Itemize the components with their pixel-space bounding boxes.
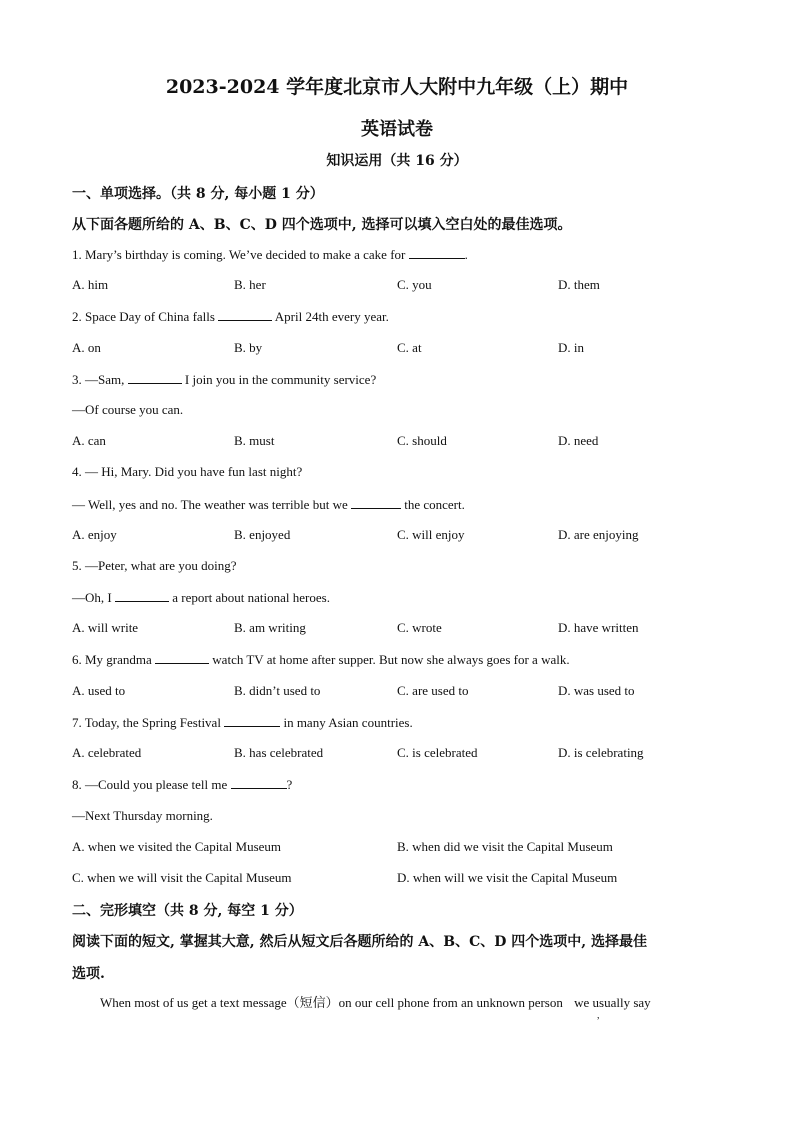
part2-instruction-cont: 选项. [72,966,105,982]
passage-text: When most of us get a text message（短信）on our cell phone from an unknown person [100,995,563,1010]
question-4-reply [72,496,465,513]
option-c: C. will enjoy [397,527,465,542]
option-c: C. when we will visit the Capital Museum [72,870,292,885]
question-3-tail: I join you in the community service? [184,372,377,387]
question-2-text: 2. Space Day of China falls [72,309,215,324]
option-d: D. are enjoying [558,527,639,542]
option-b: B. must [234,433,275,448]
question-4-text: — Well, yes and no. The weather was terrible but we [72,497,348,512]
option-b: B. enjoyed [234,527,291,542]
question-5: 5. —Peter, what are you doing? [72,558,237,573]
option-b: B. by [234,340,263,355]
exam-title: 2023-2024 学年度北京市人大附中九年级（上）期中 [165,76,629,98]
question-1-tail: . [464,247,468,262]
question-6 [72,651,570,668]
answer-blank [218,308,272,321]
question-7 [72,714,413,731]
option-a: A. when we visited the Capital Museum [72,839,282,854]
option-a: A. celebrated [72,745,142,760]
part1-heading: 一、单项选择。（共 8 分, 每小题 1 分） [72,186,324,202]
option-b: B. has celebrated [234,745,324,760]
question-8-text: 8. —Could you please tell me [72,777,228,792]
option-a: A. used to [72,683,126,698]
option-d: D. have written [558,620,639,635]
question-8-reply: —Next Thursday morning. [72,808,213,823]
option-b: B. am writing [234,620,306,635]
question-3 [72,371,376,388]
question-1-text: 1. Mary’s birthday is coming. We’ve decided to make a cake for [72,247,406,262]
option-b: B. didn’t used to [234,683,321,698]
answer-blank [128,371,182,384]
exam-subject: 英语试卷 [361,119,433,140]
passage-line [100,995,651,1011]
option-b: B. her [234,277,266,292]
option-c: C. wrote [397,620,442,635]
answer-blank [155,651,209,664]
option-a: A. him [72,277,109,292]
question-2 [72,308,389,325]
question-4-tail: the concert. [404,497,465,512]
question-1 [72,246,468,263]
option-a: A. can [72,433,106,448]
question-7-text: 7. Today, the Spring Festival [72,715,221,730]
question-4: 4. — Hi, Mary. Did you have fun last night? [72,464,303,479]
question-3-text: 3. —Sam, [72,372,125,387]
option-d: D. them [558,277,600,292]
question-8 [72,776,292,793]
option-a: A. enjoy [72,527,117,542]
question-5-reply [72,589,330,606]
option-d: D. when will we visit the Capital Museum [397,870,618,885]
part1-instruction: 从下面各题所给的 A、B、C、D 四个选项中, 选择可以填入空白处的最佳选项。 [72,217,572,233]
answer-blank [224,714,280,727]
option-d: D. in [558,340,584,355]
question-5-text: —Oh, I [72,590,112,605]
part2-heading: 二、完形填空（共 8 分, 每空 1 分） [72,903,303,919]
answer-blank [351,496,401,509]
option-b: B. when did we visit the Capital Museum [397,839,613,854]
option-c: C. at [397,340,422,355]
question-7-tail: in many Asian countries. [283,715,413,730]
option-d: D. need [558,433,599,448]
option-c: C. you [397,277,432,292]
section-title: 知识运用（共 16 分） [326,153,468,169]
passage-text-end: we usually say [574,995,651,1010]
option-d: D. is celebrating [558,745,644,760]
option-d: D. was used to [558,683,635,698]
question-6-text: 6. My grandma [72,652,152,667]
question-2-tail: April 24th every year. [274,309,389,324]
question-6-tail: watch TV at home after supper. But now she always goes for a walk. [212,652,570,667]
option-c: C. are used to [397,683,469,698]
option-c: C. is celebrated [397,745,478,760]
option-c: C. should [397,433,447,448]
passage-comma: , [597,1010,600,1021]
question-5-tail: a report about national heroes. [172,590,330,605]
question-3-reply: —Of course you can. [72,402,184,417]
answer-blank [115,589,169,602]
option-a: A. on [72,340,101,355]
answer-blank [231,776,287,789]
option-a: A. will write [72,620,139,635]
answer-blank [409,246,465,259]
part2-instruction: 阅读下面的短文, 掌握其大意, 然后从短文后各题所给的 A、B、C、D 四个选项中, 选择最佳 [72,934,647,950]
question-8-tail: ? [286,777,293,792]
